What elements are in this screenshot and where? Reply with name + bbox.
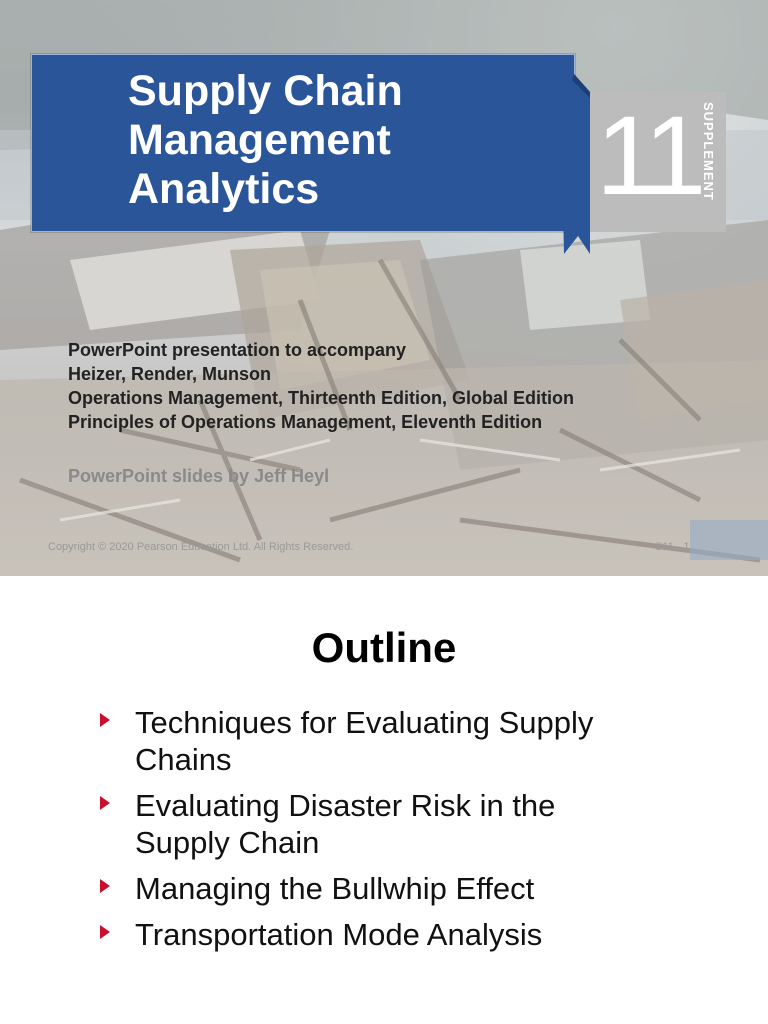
outline-slide (0, 576, 768, 1024)
slides-author: PowerPoint slides by Jeff Heyl (68, 466, 330, 486)
triangle-bullet-icon (100, 879, 110, 893)
triangle-bullet-icon (100, 925, 110, 939)
triangle-bullet-icon (100, 713, 110, 727)
credit-line-2: Heizer, Render, Munson (68, 364, 272, 384)
list-item (0, 704, 655, 778)
credit-line-3: Operations Management, Thirteenth Edition, Global Edition (68, 388, 575, 408)
bullet-text: Managing the Bullwhip Effect (135, 871, 535, 906)
presentation-credits (68, 338, 748, 434)
chapter-number: 11 (596, 93, 701, 218)
list-item (0, 916, 655, 953)
title-banner (31, 54, 575, 232)
chapter-label: SUPPLEMENT (701, 102, 716, 201)
credit-line-4: Principles of Operations Management, Eleventh Edition (68, 412, 543, 432)
chapter-badge (590, 92, 726, 232)
outline-list (0, 704, 768, 962)
copyright-notice: Copyright © 2020 Pearson Education Ltd. All Rights Reserved. (48, 541, 354, 553)
bullet-text: Techniques for Evaluating Supply Chains (135, 705, 594, 777)
list-item (0, 870, 655, 907)
title-line-3: Analytics (128, 165, 320, 213)
outline-title: Outline (311, 624, 457, 671)
bullet-text: Transportation Mode Analysis (135, 917, 543, 952)
list-item (0, 787, 655, 861)
title-line-1: Supply Chain (128, 67, 403, 115)
slide-number: S11 - 1 (655, 541, 690, 553)
triangle-bullet-icon (100, 796, 110, 810)
slide-title (128, 67, 568, 214)
title-line-2: Management (128, 116, 391, 164)
credit-line-1: PowerPoint presentation to accompany (68, 340, 407, 360)
bullet-text: Evaluating Disaster Risk in the Supply Chain (135, 788, 556, 860)
